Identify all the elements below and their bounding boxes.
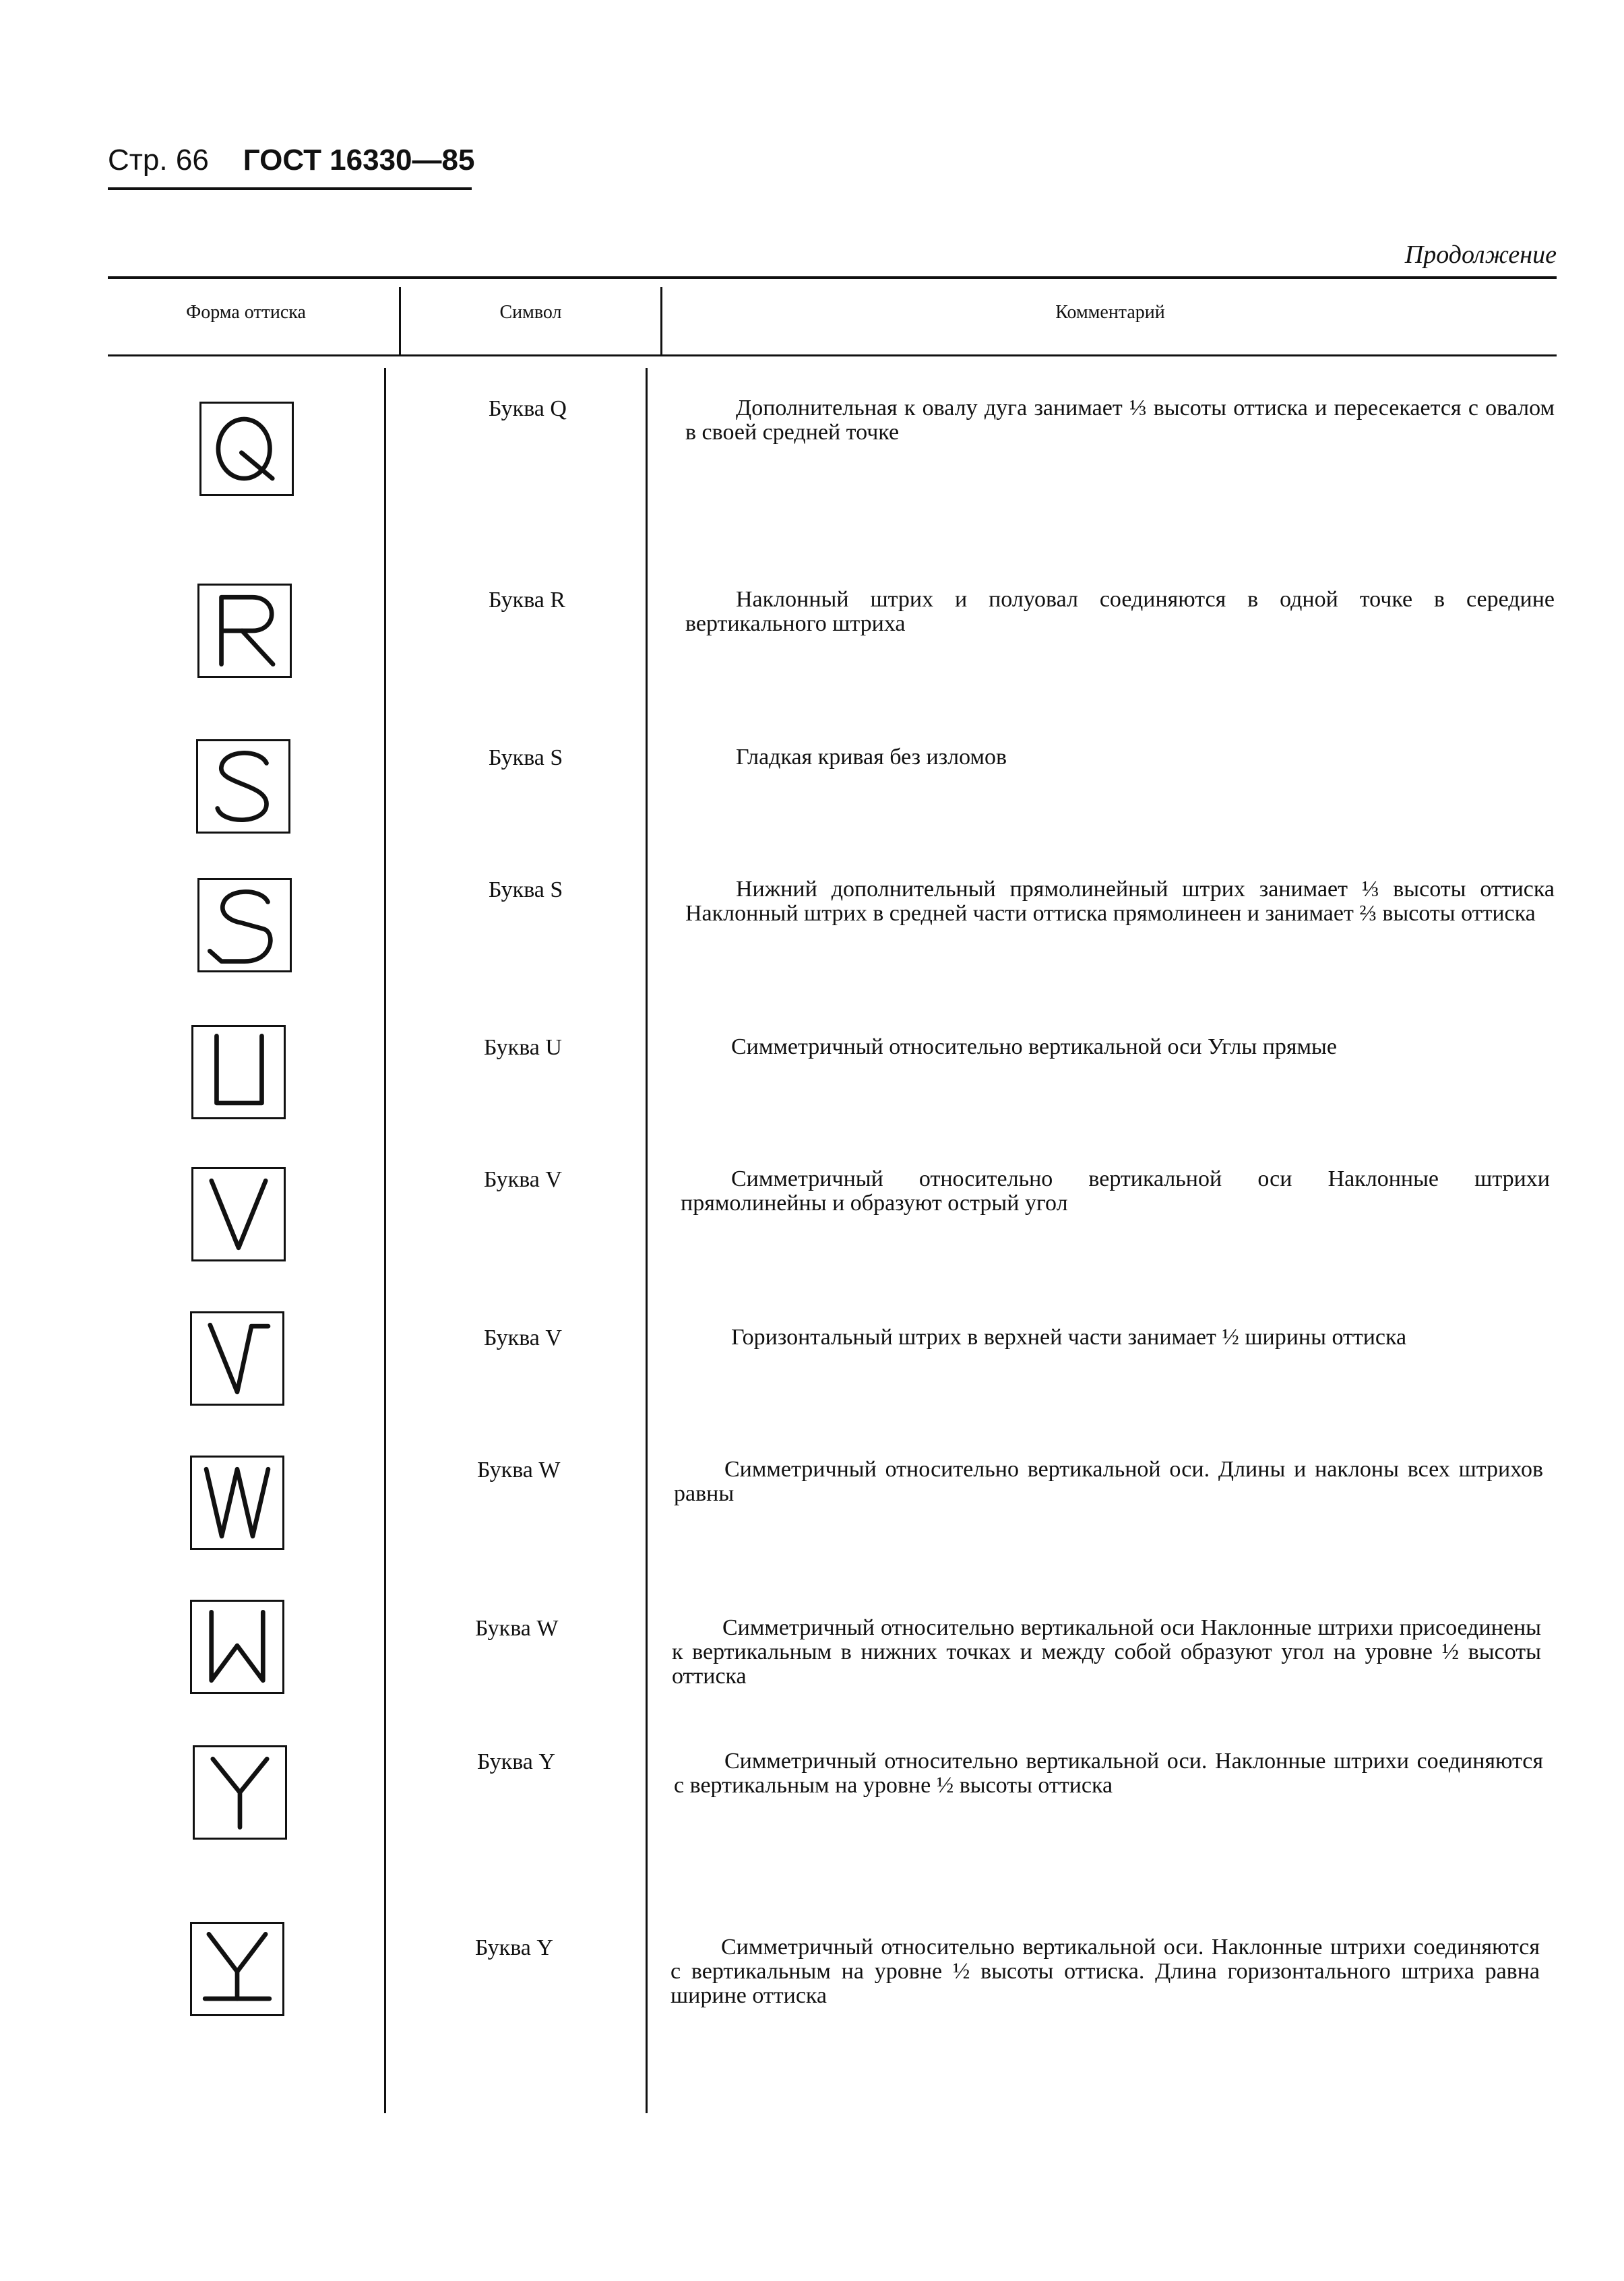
table-row-symbol: Буква S — [489, 745, 563, 770]
table-row-symbol: Буква Q — [489, 396, 567, 421]
table-row-comment: Симметричный относительно вертикальной оси Углы прямые — [731, 1034, 1337, 1059]
stamp-letter-s-alt — [197, 878, 292, 972]
table-row-comment: Симметричный относительно вертикальной оси Наклонные штрихи прямолинейны и образуют острый угол — [681, 1166, 1550, 1216]
column-header-symbol: Символ — [499, 302, 562, 323]
table-row-comment: Горизонтальный штрих в верхней части занимает ½ ширины оттиска — [731, 1325, 1407, 1350]
table-row-comment: Нижний дополнительный прямолинейный штрих занимает ⅓ высоты оттиска Наклонный штрих в средней части оттиска прямолинеен и занимает ⅔ высоты оттиска — [685, 877, 1555, 926]
stamp-letter-w — [190, 1456, 284, 1550]
table-row-symbol: Буква Y — [477, 1749, 555, 1774]
stamp-letter-q — [199, 402, 294, 496]
continuation-label: Продолжение — [1404, 241, 1557, 269]
stamp-letter-y — [193, 1745, 287, 1840]
stamp-letter-y-alt — [190, 1922, 284, 2016]
table-row-symbol: Буква S — [489, 877, 563, 902]
table-row-comment: Наклонный штрих и полуовал соединяются в одной точке в середине вертикального штриха — [685, 587, 1555, 636]
table-row-symbol: Буква V — [484, 1167, 562, 1192]
table-header-rule — [108, 354, 1557, 356]
standard-title: ГОСТ 16330—85 — [243, 144, 475, 177]
stamp-letter-v — [191, 1167, 286, 1261]
table-row-symbol: Буква W — [475, 1616, 559, 1641]
page-number: Стр. 66 — [108, 144, 209, 177]
table-row-symbol: Буква V — [484, 1325, 562, 1350]
stamp-letter-s — [196, 739, 290, 834]
stamp-letter-w-alt — [190, 1600, 284, 1694]
table-top-rule — [108, 276, 1557, 279]
table-row-symbol: Буква W — [477, 1458, 561, 1482]
body-divider-1 — [384, 368, 386, 2113]
stamp-letter-v-alt — [190, 1311, 284, 1406]
table-row-comment: Симметричный относительно вертикальной оси. Длины и наклоны всех штрихов равны — [674, 1457, 1543, 1506]
header-underline — [108, 187, 472, 190]
table-row-comment: Симметричный относительно вертикальной оси Наклонные штрихи присоединены к вертикальным в нижних точках и между собой образуют угол на уровне ½ высоты оттиска — [672, 1615, 1541, 1689]
table-row-comment: Дополнительная к овалу дуга занимает ⅓ высоты оттиска и пересекается с овалом в своей средней точке — [685, 396, 1555, 445]
table-row-symbol: Буква R — [489, 588, 566, 613]
table-row-comment: Симметричный относительно вертикальной оси. Наклонные штрихи соединяются с вертикальным на уровне ½ высоты оттиска — [674, 1749, 1543, 1798]
table-row-comment: Симметричный относительно вертикальной оси. Наклонные штрихи соединяются с вертикальным на уровне ½ высоты оттиска. Длина горизонтального штриха равна ширине оттиска — [670, 1935, 1540, 2008]
stamp-letter-u — [191, 1025, 286, 1119]
column-header-form: Форма оттиска — [186, 302, 306, 323]
column-header-comment: Комментарий — [1055, 302, 1165, 323]
table-row-comment: Гладкая кривая без изломов — [736, 745, 1007, 770]
body-divider-2 — [646, 368, 648, 2113]
stamp-letter-r — [197, 584, 292, 678]
page-header — [108, 143, 474, 177]
table-row-symbol: Буква Y — [475, 1935, 553, 1960]
table-row-symbol: Буква U — [484, 1035, 562, 1060]
header-divider-2 — [660, 287, 662, 354]
